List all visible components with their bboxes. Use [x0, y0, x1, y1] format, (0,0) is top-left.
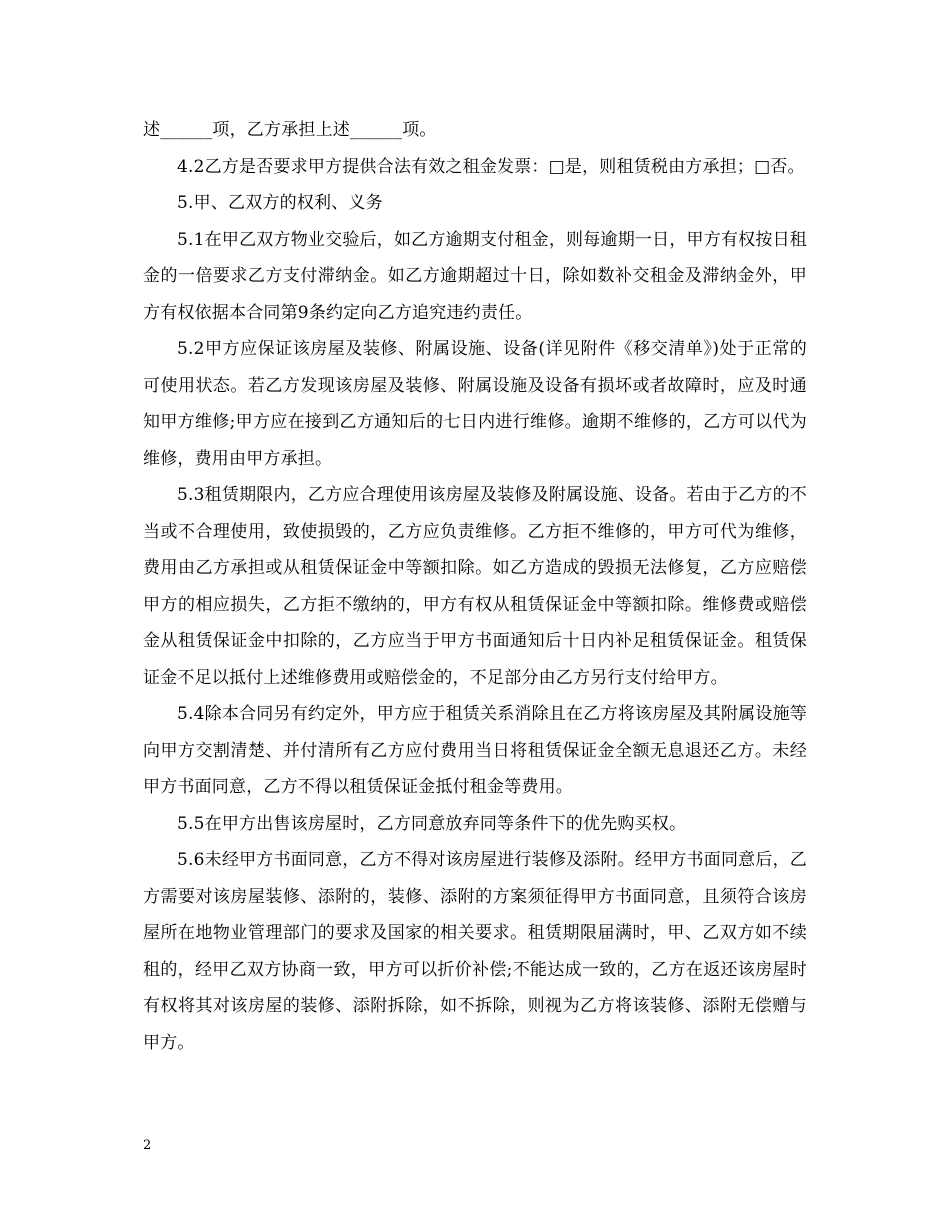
- paragraph-5-2: 5.2甲方应保证该房屋及装修、附属设施、设备(详见附件《移交清单》)处于正常的可使用状态。若乙方发现该房屋及装修、附属设施及设备有损坏或者故障时，应及时通知甲方维修;甲方应在接到乙方通知后的七日内进行维修。逾期不维修的，乙方可以代为维修，费用由甲方承担。: [143, 339, 807, 469]
- paragraph-5-5: 5.5在甲方出售该房屋时，乙方同意放弃同等条件下的优先购买权。: [177, 813, 687, 834]
- paragraph-5-1: 5.1在甲乙双方物业交验后，如乙方逾期支付租金，则每逾期一日，甲方有权按日租金的一倍要求乙方支付滞纳金。如乙方逾期超过十日，除如数补交租金及滞纳金外，甲方有权依据本合同第9条约定向乙方追究违约责任。: [143, 229, 807, 323]
- paragraph-continuation: 述______项，乙方承担上述______项。: [143, 120, 437, 140]
- document-body: [143, 112, 807, 1061]
- paragraph-5-3: 5.3租赁期限内，乙方应合理使用该房屋及装修及附属设施、设备。若由于乙方的不当或不合理使用，致使损毁的，乙方应负责维修。乙方拒不维修的，甲方可代为维修，费用由乙方承担或从租赁保证金中等额扣除。如乙方造成的毁损无法修复，乙方应赔偿甲方的相应损失，乙方拒不缴纳的，甲方有权从租赁保证金中等额扣除。维修费或赔偿金从租赁保证金中扣除的，乙方应当于甲方书面通知后十日内补足租赁保证金。租赁保证金不足以抵付上述维修费用或赔偿金的，不足部分由乙方另行支付给甲方。: [143, 485, 807, 688]
- paragraph-5-6: 5.6未经甲方书面同意，乙方不得对该房屋进行装修及添附。经甲方书面同意后，乙方需要对该房屋装修、添附的，装修、添附的方案须征得甲方书面同意，且须符合该房屋所在地物业管理部门的要求及国家的相关要求。租赁期限届满时，甲、乙双方如不续租的，经甲乙双方协商一致，甲方可以折价补偿;不能达成一致的，乙方在返还该房屋时有权将其对该房屋的装修、添附拆除，如不拆除，则视为乙方将该装修、添附无偿赠与甲方。: [143, 850, 807, 1053]
- paragraph-4-2: 4.2乙方是否要求甲方提供合法有效之租金发票：□是，则租赁税由方承担；□否。: [177, 156, 805, 177]
- paragraph-5-4: 5.4除本合同另有约定外，甲方应于租赁关系消除且在乙方将该房屋及其附属设施等向甲方交割清楚、并付清所有乙方应付费用当日将租赁保证金全额无息退还乙方。未经甲方书面同意，乙方不得以租赁保证金抵付租金等费用。: [143, 704, 807, 797]
- page-number: 2: [143, 1138, 152, 1153]
- section-heading-5: 5.甲、乙双方的权利、义务: [177, 193, 383, 213]
